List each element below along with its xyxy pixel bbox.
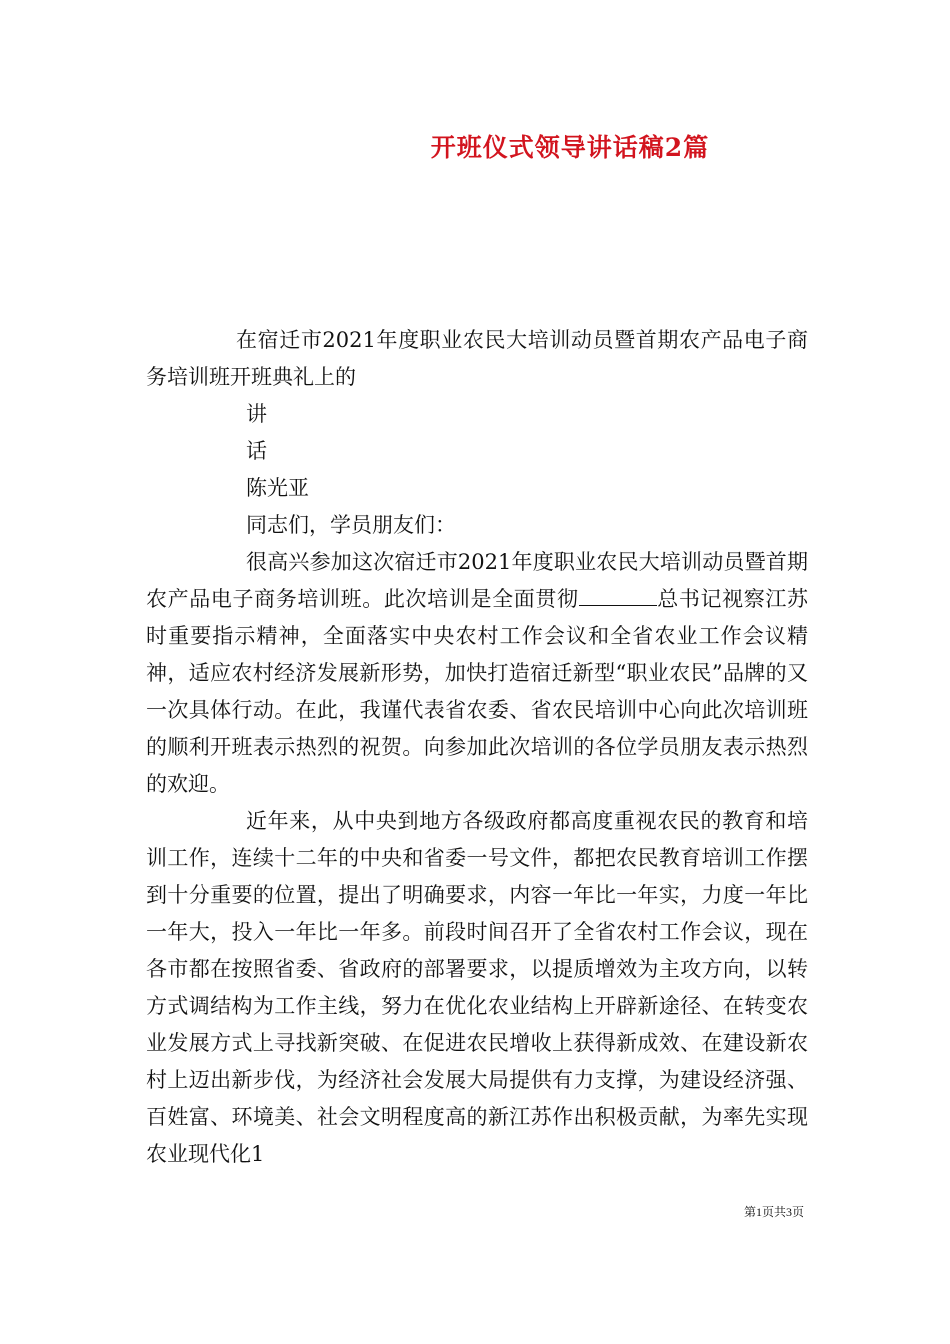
intro-paragraph: 在宿迁市2021年度职业农民大培训动员暨首期农产品电子商务培训班开班典礼上的	[146, 328, 808, 389]
paragraph-1-part-1: 很高兴参加这次宿迁市2021年度职业农民大培训动员暨首期农产品电子商务培训班。此次培训是全面贯彻	[146, 550, 808, 611]
paragraph-1-part-2: 总书记视察江苏时重要指示精神，全面落实中央农村工作会议和全省农业工作会议精神，适应农村经济发展新形势，加快打造宿迁新型“职业农民”品牌的又一次具体行动。在此，我谨代表省农委、省农民培训中心向此次培训班的顺利开班表示热烈的祝贺。向参加此次培训的各位学员朋友表示热烈的欢迎。	[146, 587, 809, 796]
speaker-name: 陈光亚	[246, 476, 309, 500]
paragraph-1	[146, 544, 808, 803]
speech-char-1: 讲	[246, 402, 267, 426]
speech-char-2: 话	[246, 439, 267, 463]
document-title: 开班仪式领导讲话稿2篇	[430, 133, 710, 162]
salutation: 同志们，学员朋友们：	[246, 513, 456, 537]
page-footer: 第1页共3页	[743, 1205, 804, 1219]
paragraph-2: 近年来，从中央到地方各级政府都高度重视农民的教育和培训工作，连续十二年的中央和省委一号文件，都把农民教育培训工作摆到十分重要的位置，提出了明确要求，内容一年比一年实，力度一年比一年大，投入一年比一年多。前段时间召开了全省农村工作会议，现在各市都在按照省委、省政府的部署要求，以提质增效为主攻方向，以转方式调结构为工作主线，努力在优化农业结构上开辟新途径、在转变农业发展方式上寻找新突破、在促进农民增收上获得新成效、在建设新农村上迈出新步伐，为经济社会发展大局提供有力支撑，为建设经济强、百姓富、环境美、社会文明程度高的新江苏作出积极贡献，为率先实现农业现代化1	[146, 809, 808, 1166]
redacted-blank	[579, 587, 657, 606]
